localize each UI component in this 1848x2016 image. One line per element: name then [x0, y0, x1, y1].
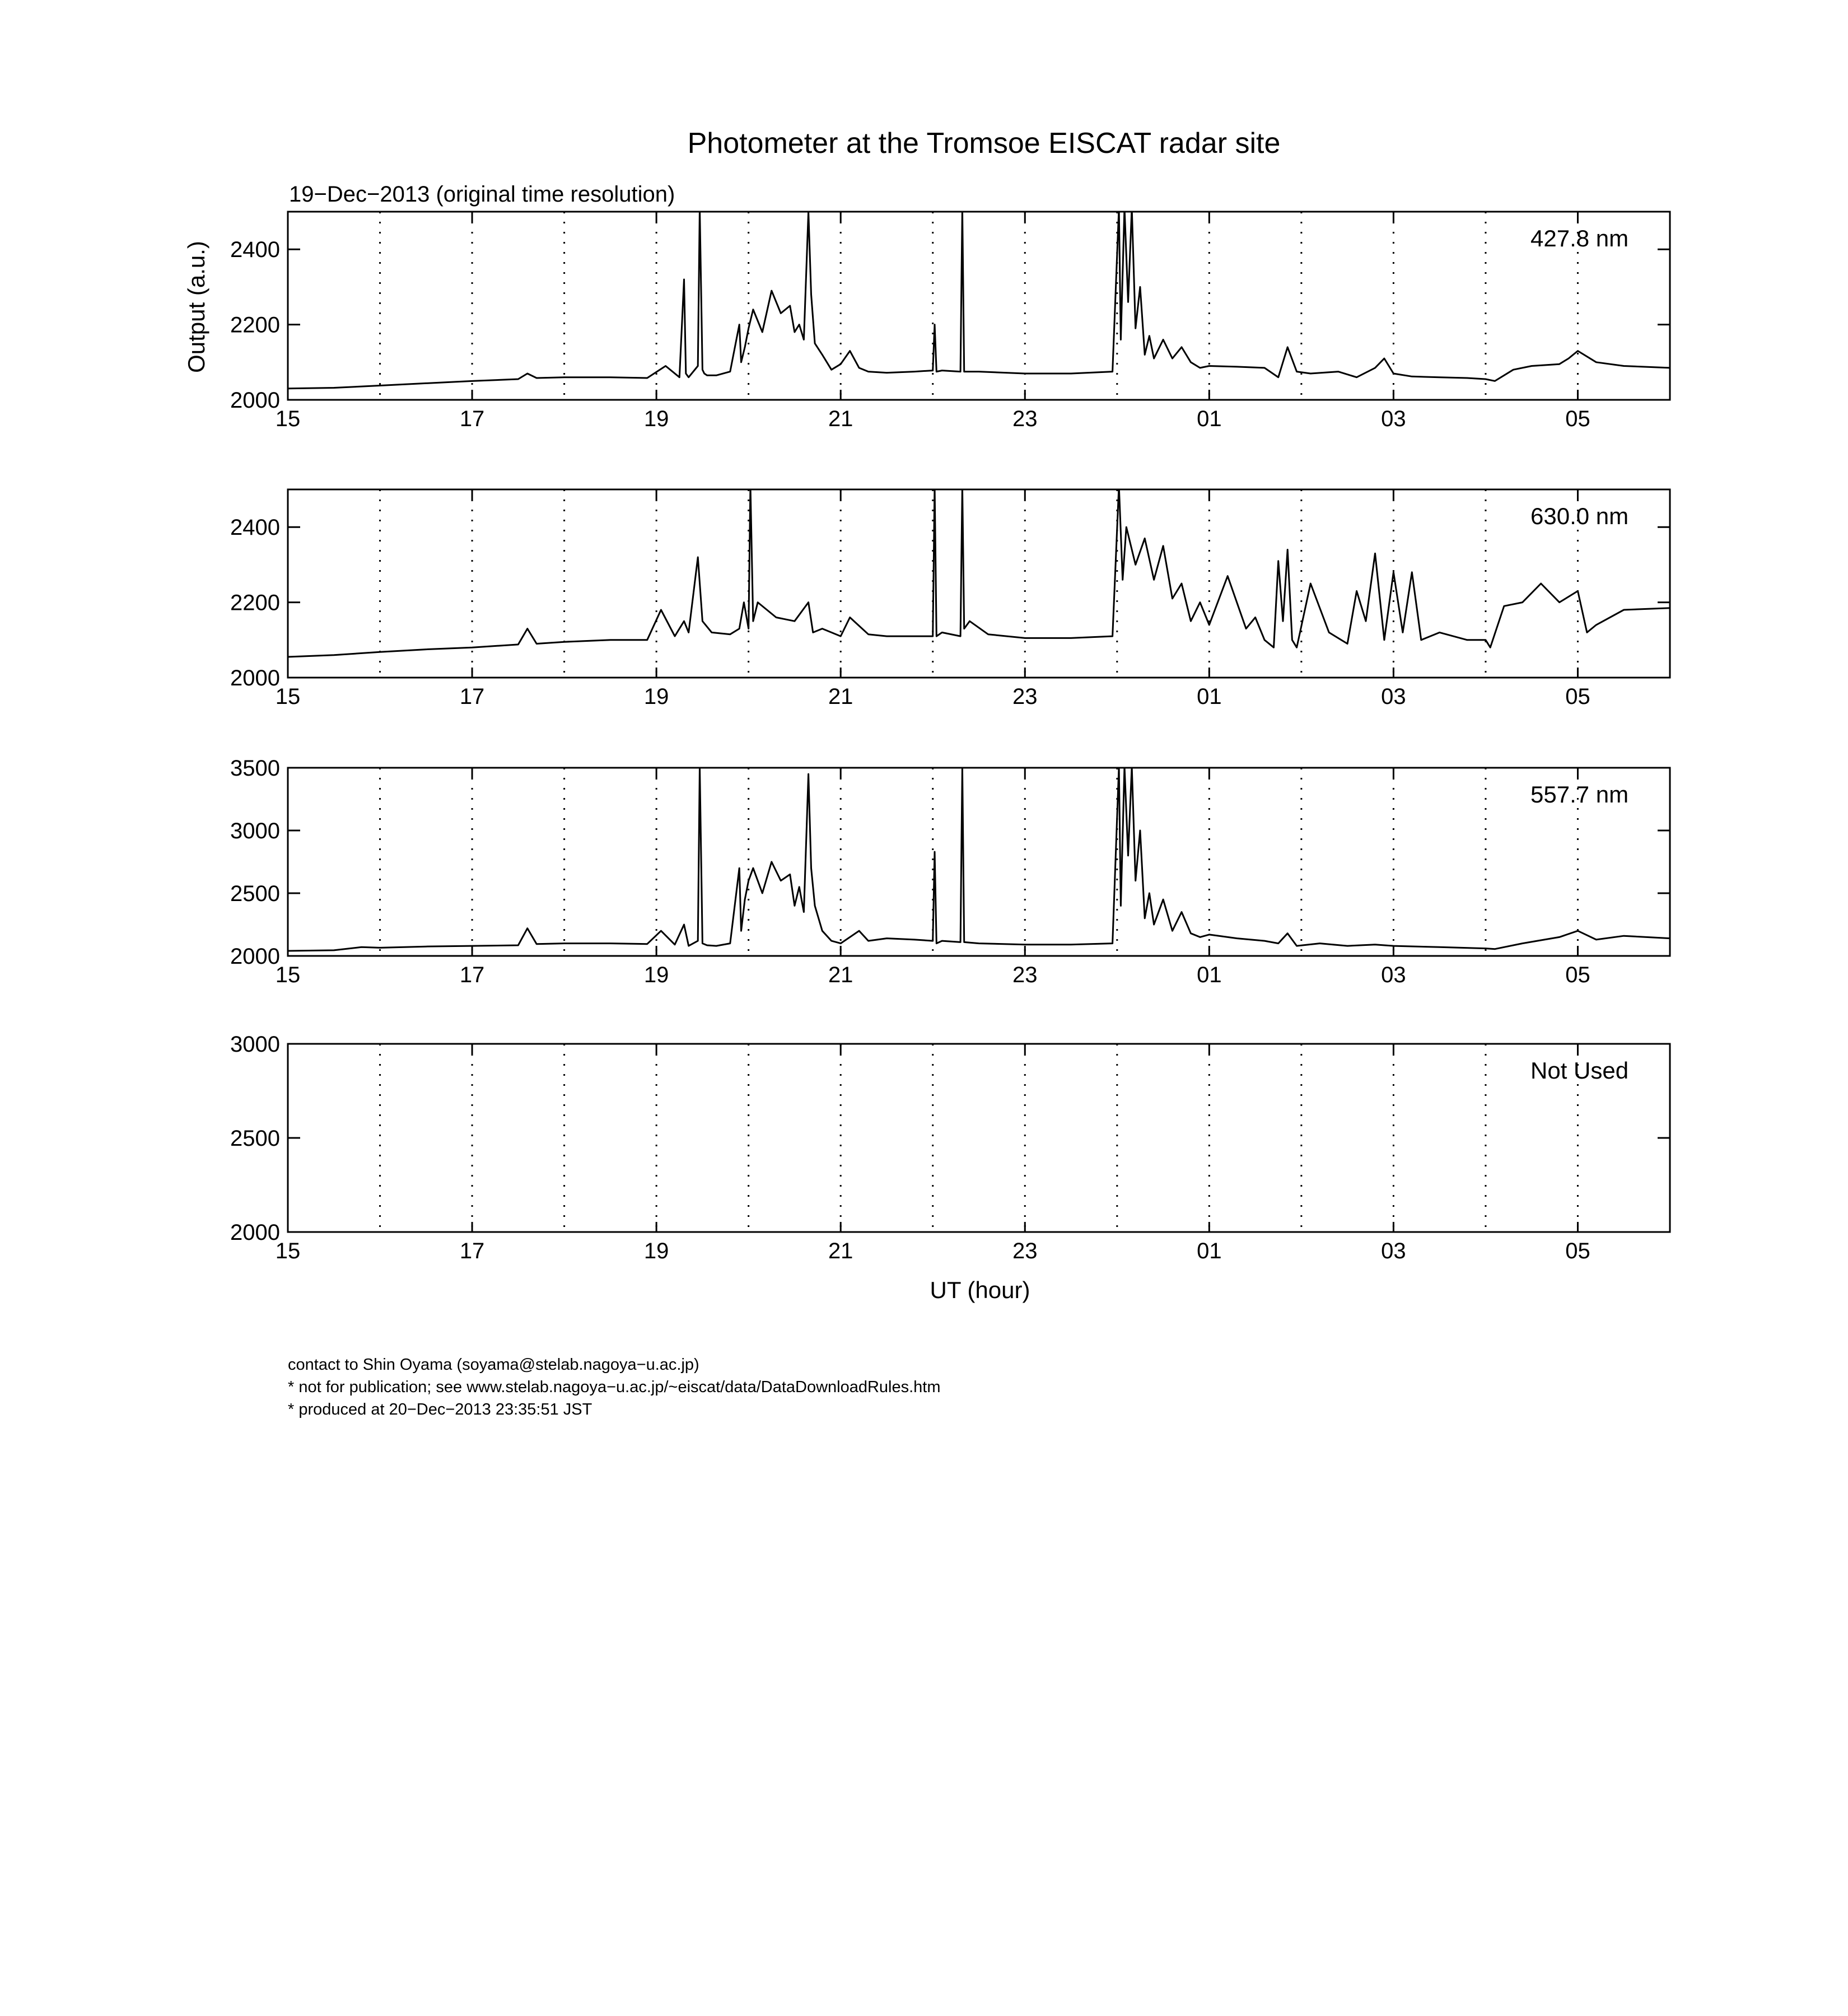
x-tick-label: 19 [643, 684, 669, 709]
axes-box [288, 1044, 1670, 1232]
x-axis-label: UT (hour) [930, 1277, 1030, 1303]
panel-label: 427.8 nm [1530, 225, 1629, 251]
figure-subtitle: 19−Dec−2013 (original time resolution) [289, 182, 675, 207]
x-tick-label: 17 [459, 963, 485, 987]
panel-1 [230, 486, 1670, 709]
series-line-2-0 [288, 767, 1670, 951]
x-tick-label: 21 [828, 684, 853, 709]
x-tick-label: 15 [275, 963, 301, 987]
x-tick-label: 23 [1012, 407, 1038, 431]
x-tick-label: 21 [828, 407, 853, 431]
x-tick-label: 03 [1381, 1239, 1406, 1263]
x-tick-label: 15 [275, 407, 301, 431]
y-tick-label: 2000 [230, 1220, 280, 1245]
x-tick-label: 21 [828, 1239, 853, 1263]
y-tick-label: 2000 [230, 388, 280, 413]
x-tick-label: 17 [459, 407, 485, 431]
panel-3 [230, 1032, 1670, 1263]
panel-label: Not Used [1530, 1057, 1629, 1084]
panel-label: 630.0 nm [1530, 503, 1629, 529]
x-tick-label: 19 [643, 407, 669, 431]
y-tick-label: 2200 [230, 312, 280, 338]
x-tick-label: 19 [643, 1239, 669, 1263]
y-tick-label: 2400 [230, 515, 280, 540]
series-line-1-0 [288, 486, 1670, 657]
y-tick-label: 3500 [230, 756, 280, 781]
x-tick-label: 01 [1197, 1239, 1222, 1263]
panels-group [230, 208, 1670, 1263]
x-tick-label: 03 [1381, 963, 1406, 987]
footer-publication-note: * not for publication; see www.stelab.nagoya−u.ac.jp/~eiscat/data/DataDownloadRules.htm [288, 1378, 941, 1396]
x-tick-label: 03 [1381, 684, 1406, 709]
x-tick-label: 15 [275, 1239, 301, 1263]
panel-0 [230, 208, 1670, 431]
x-tick-label: 21 [828, 963, 853, 987]
x-tick-label: 19 [643, 963, 669, 987]
y-tick-label: 2400 [230, 237, 280, 263]
x-tick-label: 05 [1565, 684, 1590, 709]
series-line-0-0 [288, 208, 1670, 389]
x-tick-label: 01 [1197, 684, 1222, 709]
axes-box [288, 489, 1670, 678]
x-tick-label: 03 [1381, 407, 1406, 431]
y-axis-label: Output (a.u.) [183, 241, 209, 373]
x-tick-label: 17 [459, 684, 485, 709]
x-tick-label: 23 [1012, 684, 1038, 709]
y-tick-label: 3000 [230, 1032, 280, 1057]
x-tick-label: 05 [1565, 407, 1590, 431]
footer-contact: contact to Shin Oyama (soyama@stelab.nagoya−u.ac.jp) [288, 1356, 699, 1374]
x-tick-label: 23 [1012, 1239, 1038, 1263]
x-tick-label: 17 [459, 1239, 485, 1263]
y-tick-label: 2000 [230, 944, 280, 969]
y-tick-label: 2000 [230, 666, 280, 690]
x-tick-label: 05 [1565, 963, 1590, 987]
panel-2 [230, 756, 1670, 987]
x-tick-label: 15 [275, 684, 301, 709]
x-tick-label: 05 [1565, 1239, 1590, 1263]
y-tick-label: 2500 [230, 881, 280, 906]
x-tick-label: 01 [1197, 963, 1222, 987]
y-tick-label: 2500 [230, 1126, 280, 1151]
footer-produced: * produced at 20−Dec−2013 23:35:51 JST [288, 1401, 592, 1418]
x-tick-label: 01 [1197, 407, 1222, 431]
y-tick-label: 2200 [230, 590, 280, 615]
y-tick-label: 3000 [230, 819, 280, 843]
panel-label: 557.7 nm [1530, 781, 1629, 808]
axes-box [288, 768, 1670, 956]
figure-title: Photometer at the Tromsoe EISCAT radar site [687, 127, 1281, 160]
x-tick-label: 23 [1012, 963, 1038, 987]
